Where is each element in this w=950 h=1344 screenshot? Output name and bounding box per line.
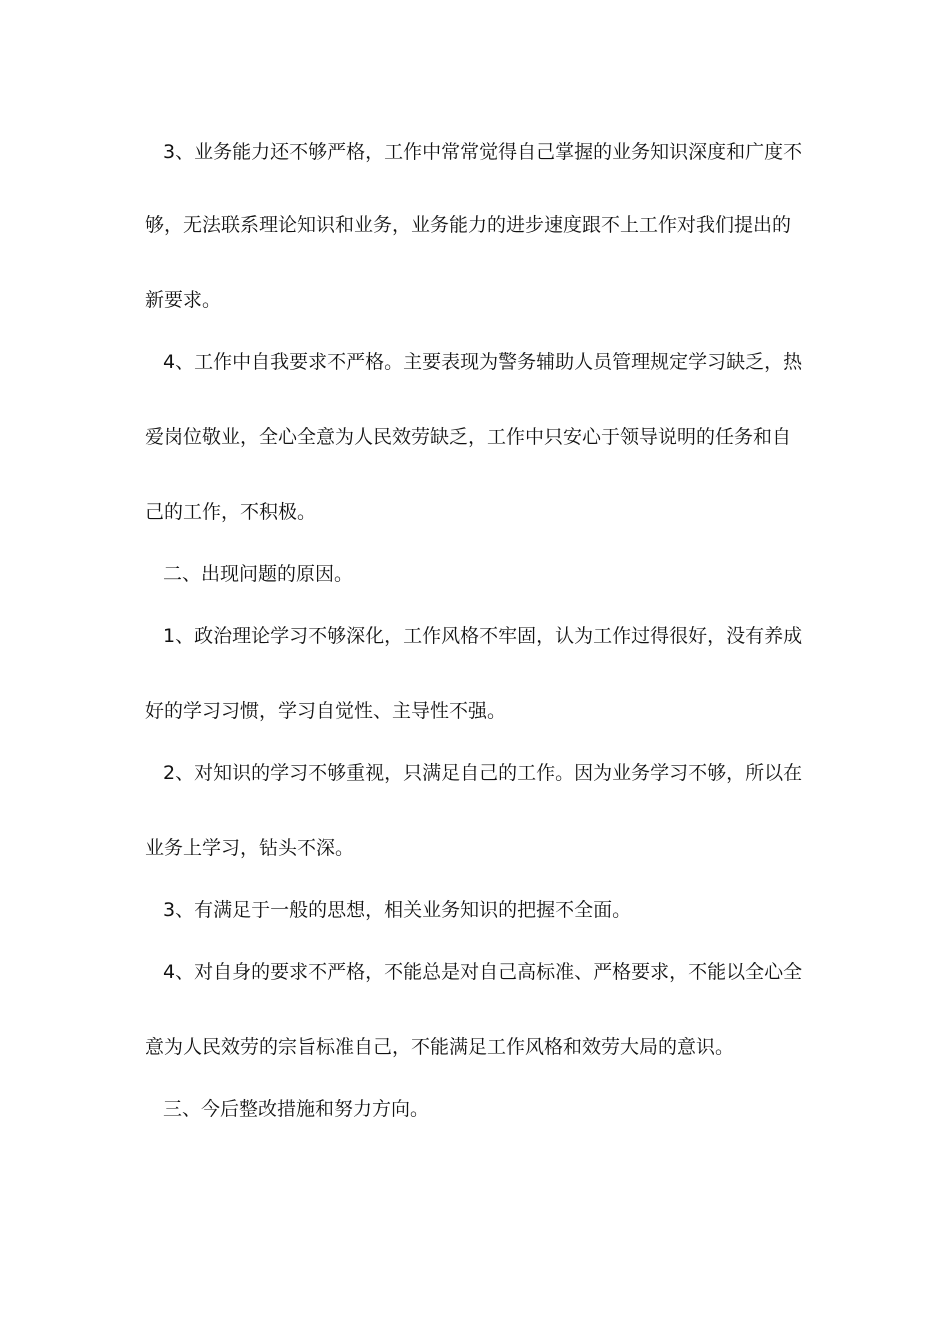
paragraph-line: 够，无法联系理论知识和业务，业务能力的进步速度跟不上工作对我们提出的 — [145, 214, 792, 236]
paragraph-line: 3、有满足于一般的思想，相关业务知识的把握不全面。 — [163, 899, 632, 921]
paragraph-line: 意为人民效劳的宗旨标准自己，不能满足工作风格和效劳大局的意识。 — [145, 1036, 735, 1058]
paragraph-line: 好的学习习惯，学习自觉性、主导性不强。 — [145, 700, 507, 722]
paragraph-line: 业务上学习，钻头不深。 — [145, 837, 355, 859]
paragraph-line: 4、工作中自我要求不严格。主要表现为警务辅助人员管理规定学习缺乏，热 — [163, 351, 803, 373]
section-heading: 二、出现问题的原因。 — [163, 563, 354, 585]
paragraph-line: 新要求。 — [145, 289, 222, 311]
paragraph-line: 3、业务能力还不够严格，工作中常常觉得自己掌握的业务知识深度和广度不 — [163, 141, 803, 163]
paragraph-line: 己的工作，不积极。 — [145, 501, 317, 523]
paragraph-line: 2、对知识的学习不够重视，只满足自己的工作。因为业务学习不够，所以在 — [163, 762, 803, 784]
paragraph-line: 4、对自身的要求不严格，不能总是对自己高标准、严格要求，不能以全心全 — [163, 961, 803, 983]
section-heading: 三、今后整改措施和努力方向。 — [163, 1098, 430, 1120]
paragraph-line: 1、政治理论学习不够深化，工作风格不牢固，认为工作过得很好，没有养成 — [163, 625, 803, 647]
paragraph-line: 爱岗位敬业，全心全意为人民效劳缺乏，工作中只安心于领导说明的任务和自 — [145, 426, 792, 448]
